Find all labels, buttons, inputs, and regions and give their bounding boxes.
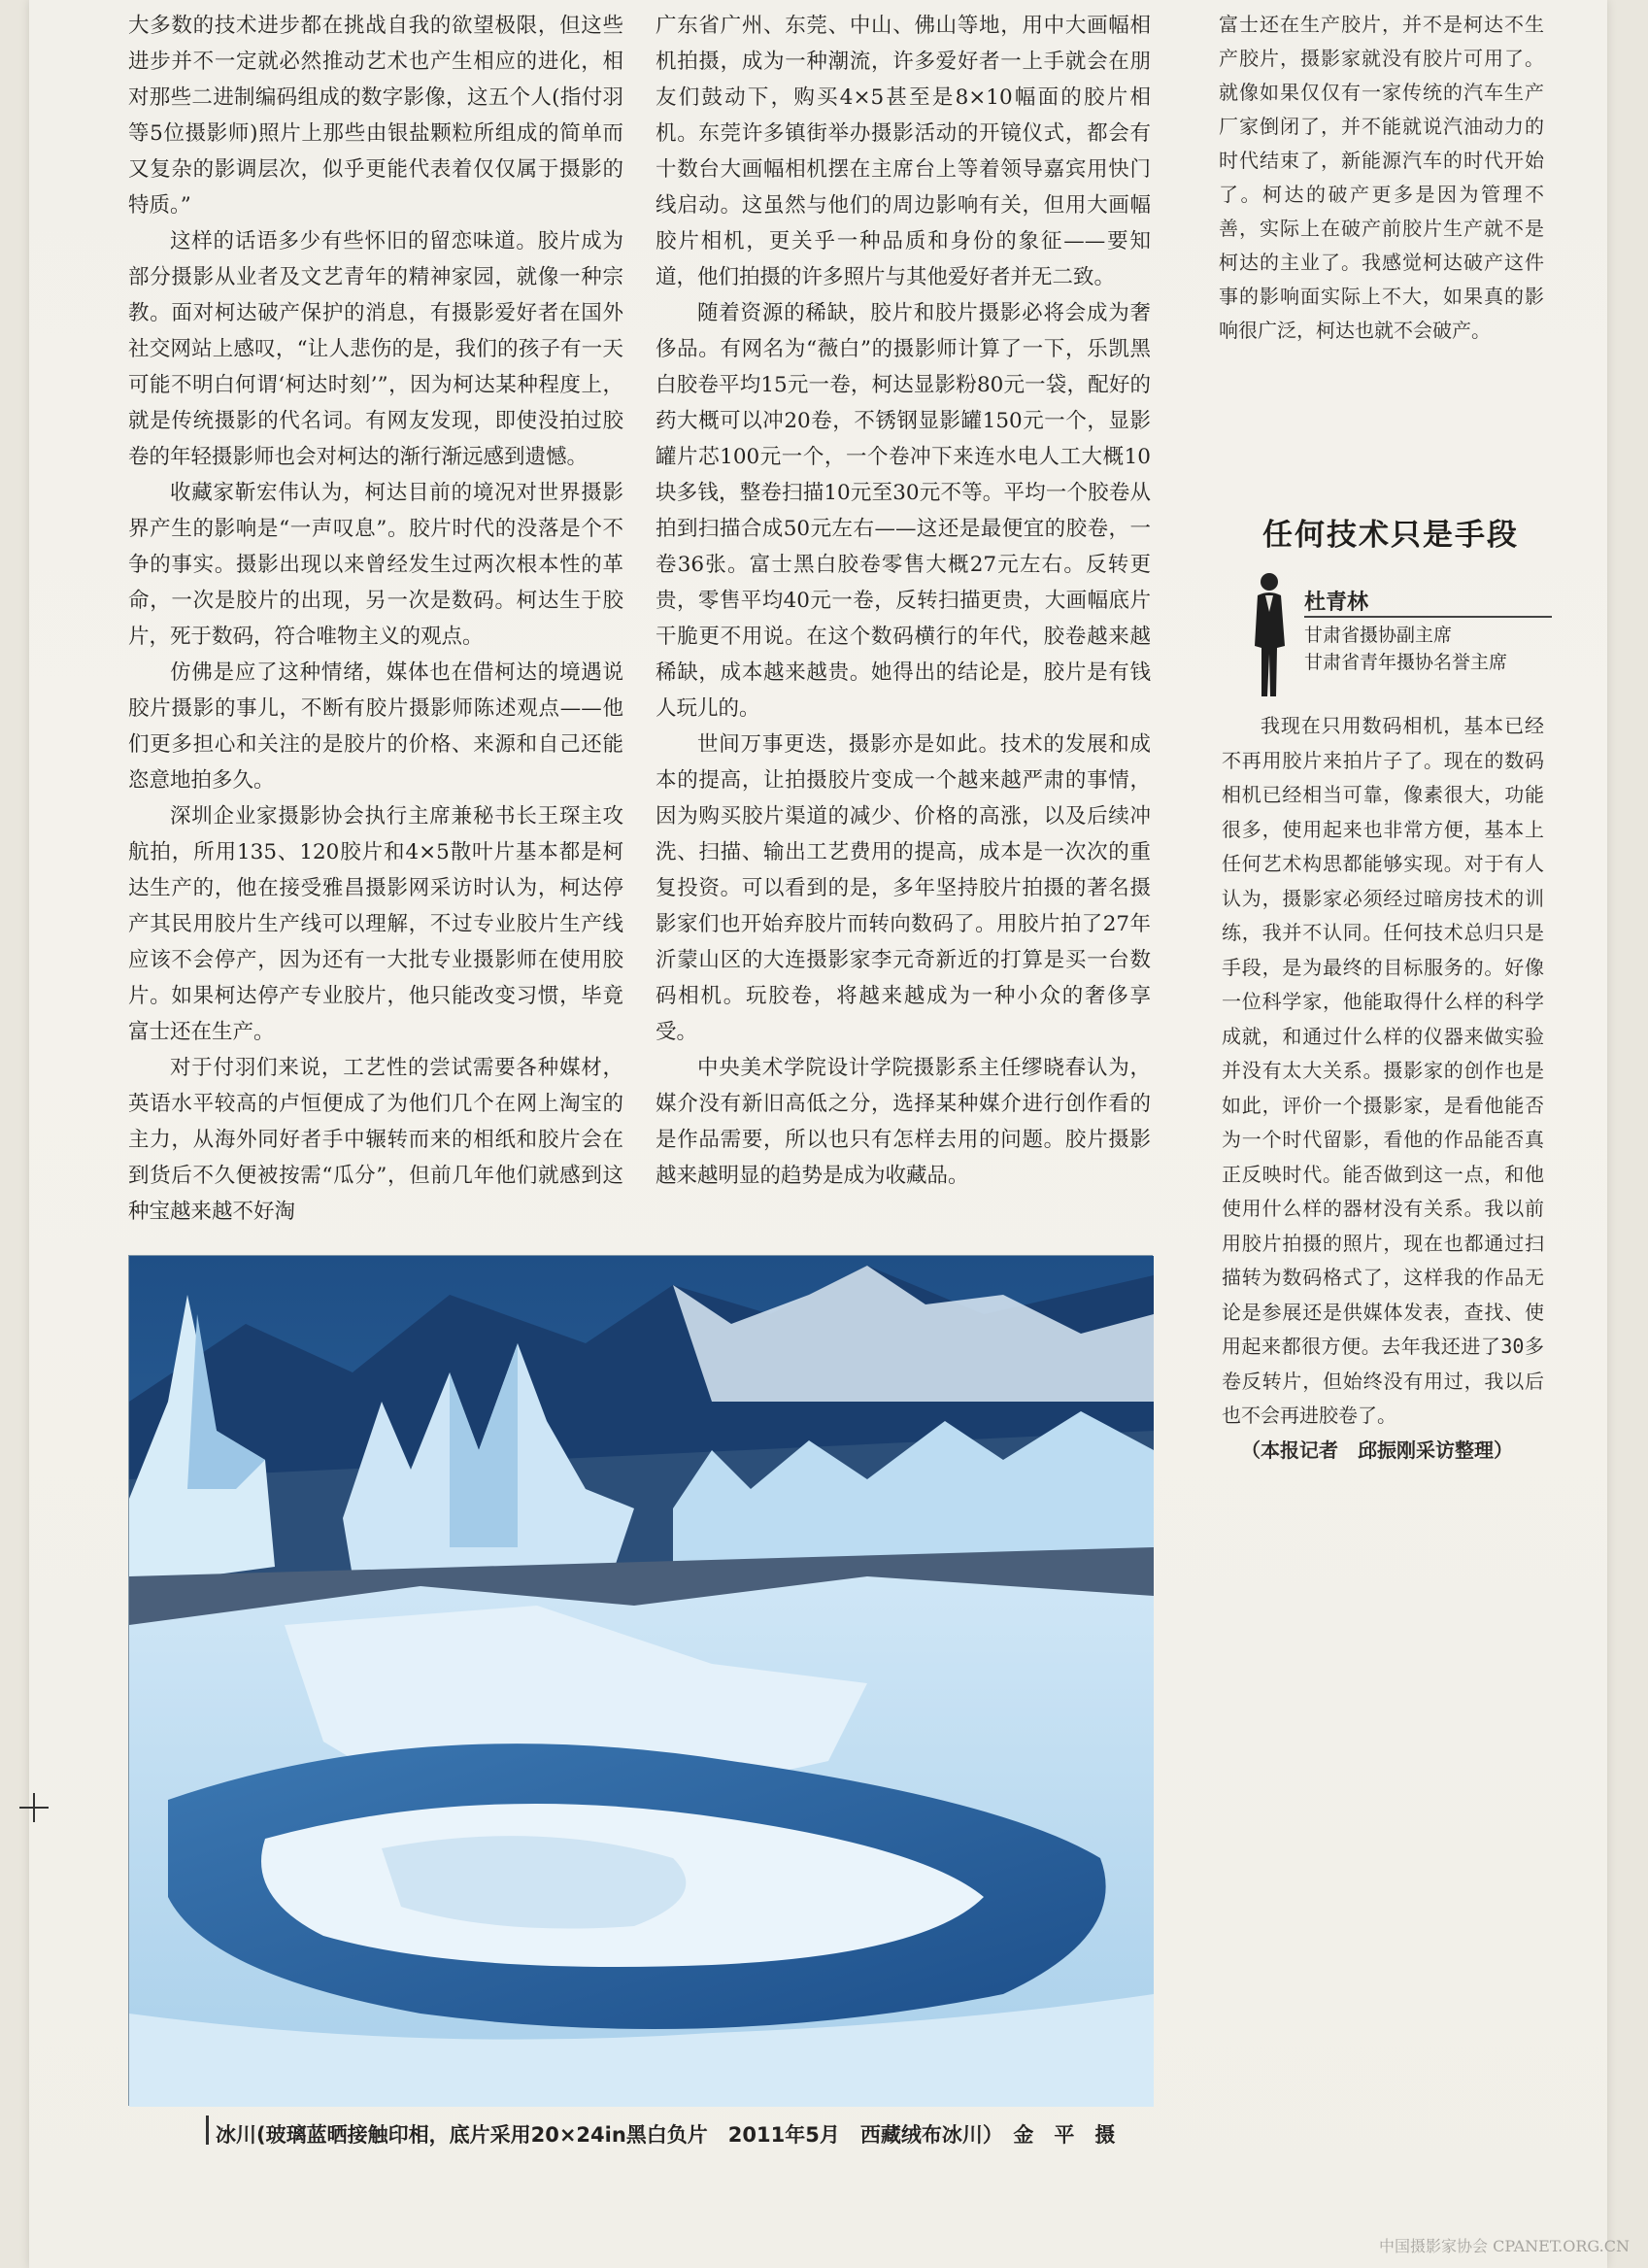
- article-column-2: [656, 8, 1151, 1188]
- glacier-photo: [128, 1255, 1153, 2106]
- sidebar-body: [1222, 709, 1544, 1671]
- caption-marker: [206, 2116, 209, 2145]
- sidebar-title: 任何技术只是手段: [1262, 518, 1519, 553]
- col2-paragraph-1: 广东省广州、东莞、中山、佛山等地，用中大画幅相机拍摄，成为一种潮流，许多爱好者一上手就会在朋友们鼓动下，购买4×5甚至是8×10幅面的胶片相机。东莞许多镇街举办摄影活动的开镜仪式，都会有十数台大画幅相机摆在主席台上等着领导嘉宾用快门线启动。这虽然与他们的周边影响有关，但用大画幅胶片相机，更关乎一种品质和身份的象征——要知道，他们拍摄的许多照片与其他爱好者并无二致。: [656, 14, 1151, 289]
- col1-paragraph-2: 这样的话语多少有些怀旧的留恋味道。胶片成为部分摄影从业者及文艺青年的精神家园，就像一种宗教。面对柯达破产保护的消息，有摄影爱好者在国外社交网站上感叹，“让人悲伤的是，我们的孩子有一天可能不明白何谓‘柯达时刻’”，因为柯达某种程度上，就是传统摄影的代名词。有网友发现，即使没拍过胶卷的年轻摄影师也会对柯达的渐行渐远感到遗憾。: [128, 229, 623, 469]
- col2-paragraph-2: 随着资源的稀缺，胶片和胶片摄影必将会成为奢侈品。有网名为“薇白”的摄影师计算了一下，乐凯黑白胶卷平均15元一卷，柯达显影粉80元一袋，配好的药大概可以冲20卷，不锈钢显影罐150元一个，显影罐片芯100元一个，一个卷冲下来连水电人工大概10块多钱，整卷扫描10元至30元不等。平均一个胶卷从拍到扫描合成50元左右——这还是最便宜的胶卷，一卷36张。富士黑白胶卷零售大概27元左右。反转更贵，零售平均40元一卷，反转扫描更贵，大画幅底片干脆更不用说。在这个数码横行的年代，胶卷越来越稀缺，成本越来越贵。她得出的结论是，胶片是有钱人玩儿的。: [656, 301, 1151, 721]
- watermark-logo: 中国摄影家协会 CPANET.ORG.CN: [1379, 2237, 1630, 2255]
- article-column-3-top: [1219, 8, 1544, 455]
- col1-paragraph-4: 仿佛是应了这种情绪，媒体也在借柯达的境遇说胶片摄影的事儿，不断有胶片摄影师陈述观点——他们更多担心和关注的是胶片的价格、来源和自己还能恣意地拍多久。: [128, 660, 623, 793]
- col1-paragraph-1: 大多数的技术进步都在挑战自我的欲望极限，但这些进步并不一定就必然推动艺术也产生相应的进化，相对那些二进制编码组成的数字影像，这五个人(指付羽等5位摄影师)照片上那些由银盐颗粒所组成的简单而又复杂的影调层次，似乎更能代表着仅仅属于摄影的特质。”: [128, 14, 623, 218]
- col1-paragraph-6: 对于付羽们来说，工艺性的尝试需要各种媒材，英语水平较高的卢恒便成了为他们几个在网上淘宝的主力，从海外同好者手中辗转而来的相纸和胶片会在到货后不久便被按需“瓜分”，但前几年他们就感到这种宝越来越不好淘: [128, 1056, 623, 1224]
- registration-mark-icon: [19, 1793, 49, 1822]
- col2-paragraph-4: 中央美术学院设计学院摄影系主任缪晓春认为，媒介没有新旧高低之分，选择某种媒介进行创作看的是作品需要，所以也只有怎样去用的问题。胶片摄影越来越明显的趋势是成为收藏品。: [656, 1056, 1151, 1188]
- col1-paragraph-5: 深圳企业家摄影协会执行主席兼秘书长王琛主攻航拍，所用135、120胶片和4×5散叶片基本都是柯达生产的，他在接受雅昌摄影网采访时认为，柯达停产其民用胶片生产线可以理解，不过专业胶片生产线应该不会停产，因为还有一大批专业摄影师在使用胶片。如果柯达停产专业胶片，他只能改变习惯，毕竟富士还在生产。: [128, 804, 623, 1044]
- author-name: 杜青林: [1304, 591, 1369, 615]
- glacier-image: [129, 1256, 1154, 2107]
- author-portrait-icon: [1248, 568, 1292, 699]
- author-role-2: 甘肃省青年摄协名誉主席: [1304, 652, 1508, 673]
- author-block: [1248, 568, 1549, 704]
- photo-caption: 冰川(玻璃蓝晒接触印相，底片采用20×24in黑白负片 2011年5月 西藏绒布冰川） 金 平 摄: [216, 2123, 1116, 2147]
- author-divider: [1304, 616, 1552, 618]
- sidebar-credit: （本报记者 邱振刚采访整理）: [1241, 1438, 1513, 1462]
- sidebar-paragraph: 我现在只用数码相机，基本已经不再用胶片来拍片子了。现在的数码相机已经相当可靠，像素很大，功能很多，使用起来也非常方便，基本上任何艺术构思都能够实现。对于有人认为，摄影家必须经过暗房技术的训练，我并不认同。任何技术总归只是手段，是为最终的目标服务的。好像一位科学家，他能取得什么样的科学成就，和通过什么样的仪器来做实验并没有太大关系。摄影家的创作也是如此，评价一个摄影家，是看他能否为一个时代留影，看他的作品能否真正反映时代。能否做到这一点，和他使用什么样的器材没有关系。我以前用胶片拍摄的照片，现在也都通过扫描转为数码格式了，这样我的作品无论是参展还是供媒体发表，查找、使用起来都很方便。去年我还进了30多卷反转片，但始终没有用过，我以后也不会再进胶卷了。: [1222, 714, 1544, 1427]
- article-column-1: [128, 8, 623, 1224]
- col2-paragraph-3: 世间万事更迭，摄影亦是如此。技术的发展和成本的提高，让拍摄胶片变成一个越来越严肃的事情，因为购买胶片渠道的减少、价格的高涨，以及后续冲洗、扫描、输出工艺费用的提高，成本是一次次的重复投资。可以看到的是，多年坚持胶片拍摄的著名摄影家们也开始弃胶片而转向数码了。用胶片拍了27年沂蒙山区的大连摄影家李元奇新近的打算是买一台数码相机。玩胶卷，将越来越成为一种小众的奢侈享受。: [656, 732, 1151, 1044]
- author-role-1: 甘肃省摄协副主席: [1304, 625, 1453, 646]
- col3-paragraph-1: 富士还在生产胶片，并不是柯达不生产胶片，摄影家就没有胶片可用了。就像如果仅仅有一家传统的汽车生产厂家倒闭了，并不能就说汽油动力的时代结束了，新能源汽车的时代开始了。柯达的破产更多是因为管理不善，实际上在破产前胶片生产就不是柯达的主业了。我感觉柯达破产这件事的影响面实际上不大，如果真的影响很广泛，柯达也就不会破产。: [1219, 13, 1544, 342]
- col1-paragraph-3: 收藏家靳宏伟认为，柯达目前的境况对世界摄影界产生的影响是“一声叹息”。胶片时代的没落是个不争的事实。摄影出现以来曾经发生过两次根本性的革命，一次是胶片的出现，另一次是数码。柯达生于胶片，死于数码，符合唯物主义的观点。: [128, 481, 623, 649]
